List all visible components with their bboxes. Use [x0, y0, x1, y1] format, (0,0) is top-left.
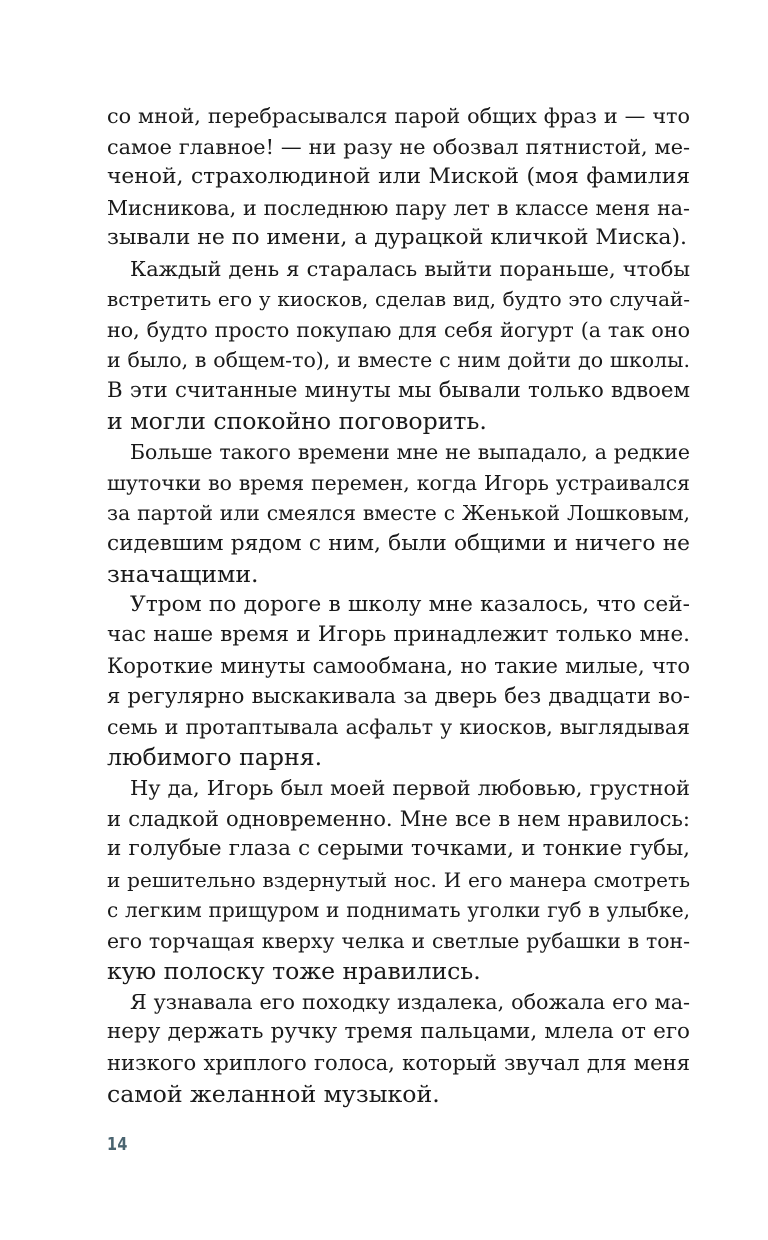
text-line: неру держать ручку тремя пальцами, млела от его [107, 1019, 690, 1045]
text-line: Больше такого времени мне не выпадало, а редкие [130, 440, 690, 465]
text-line: и решительно вздернутый нос. И его манера смотреть [107, 867, 690, 892]
body-text [107, 101, 690, 1109]
paragraph-2 [107, 254, 690, 437]
text-line: его торчащая кверху челка и светлые рубашки в тон- [107, 928, 690, 953]
text-line: кую полоску тоже нравились. [107, 957, 481, 986]
text-line: и голубые глаза с серыми точками, и тонкие губы, [107, 836, 690, 862]
text-line: Мисникова, и последнюю пару лет в классе меня на- [107, 195, 690, 220]
text-line: любимого парня. [107, 743, 323, 772]
text-line: В эти считанные минуты мы бывали только вдвоем [107, 377, 690, 403]
text-line: и могли спокойно поговорить. [107, 407, 487, 436]
text-line: и было, в общем-то), и вместе с ним дойти до школы. [107, 348, 690, 373]
text-line: встретить его у киосков, сделав вид, будто это случай- [107, 287, 690, 312]
paragraph-1 [107, 101, 690, 254]
paragraph-6 [107, 987, 690, 1109]
text-line: Каждый день я старалась выйти пораньше, чтобы [130, 256, 690, 281]
text-line: час наше время и Игорь принадлежит только мне. [107, 622, 690, 648]
text-line: за партой или смеялся вместе с Женькой Лошковым, [107, 501, 690, 526]
text-line: и сладкой одновременно. Мне все в нем нравилось: [107, 805, 690, 831]
text-line: зывали не по имени, а дурацкой кличкой Миска). [107, 225, 687, 251]
text-line: шуточки во время перемен, когда Игорь устраивался [107, 470, 690, 495]
text-line: самое главное! — ни разу не обозвал пятнистой, ме- [107, 134, 690, 159]
text-line: низкого хриплого голоса, который звучал для меня [107, 1049, 690, 1075]
paragraph-4 [107, 590, 690, 773]
text-line: с легким прищуром и поднимать уголки губ в улыбке, [107, 898, 690, 923]
text-line: Ну да, Игорь был моей первой любовью, грустной [130, 776, 690, 801]
page-number: 14 [107, 1134, 128, 1155]
paragraph-5 [107, 773, 690, 987]
text-line: значащими. [107, 560, 259, 589]
text-line: со мной, перебрасывался парой общих фраз и — что [107, 104, 690, 128]
text-line: но, будто просто покупаю для себя йогурт (а так оно [107, 317, 690, 342]
text-line: ченой, страхолюдиной или Миской (моя фамилия [107, 164, 690, 190]
text-line: самой желанной музыкой. [107, 1079, 440, 1108]
text-line: Короткие минуты самообмана, но такие милые, что [107, 652, 690, 678]
paragraph-3 [107, 437, 690, 590]
text-line: я регулярно выскакивала за дверь без двадцати во- [107, 683, 690, 709]
text-line: Я узнавала его походку издалека, обожала его ма- [130, 989, 690, 1014]
text-line: семь и протаптывала асфальт у киосков, выглядывая [107, 714, 690, 739]
text-line: сидевшим рядом с ним, были общими и ничего не [107, 530, 690, 556]
text-line: Утром по дороге в школу мне казалось, что сей- [130, 591, 690, 617]
